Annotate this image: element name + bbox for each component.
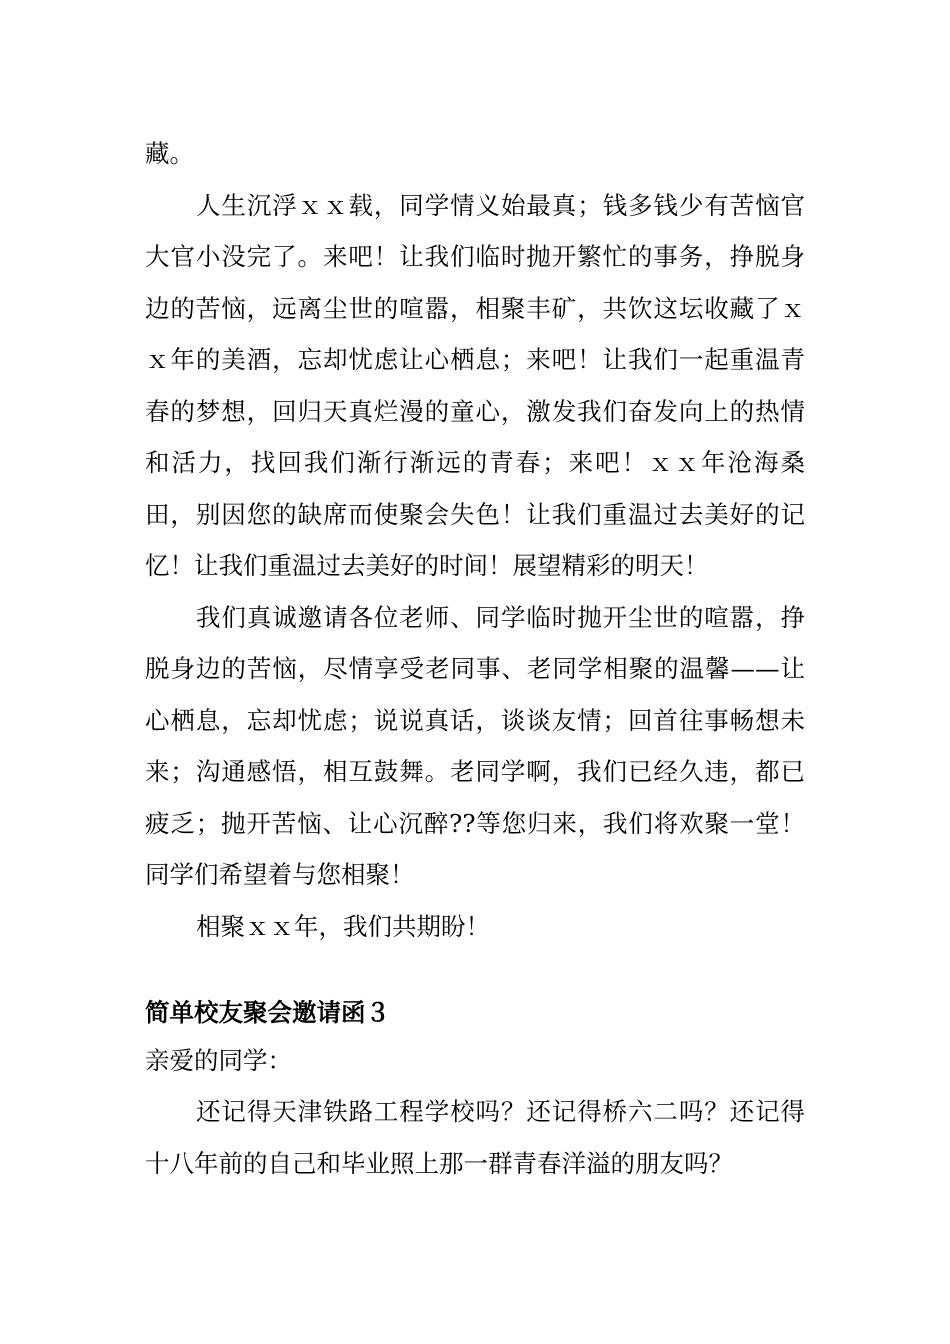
salutation: 亲爱的同学：	[145, 1046, 292, 1075]
paragraph-memories: 人生沉浮ｘｘ载，同学情义始最真；钱多钱少有苦恼官大官小没完了。来吧！让我们临时抛开繁忙的事务，挣脱身边的苦恼，远离尘世的喧嚣，相聚丰矿，共饮这坛收藏了ｘｘ年的美酒，忘却忧虑让心栖息；来吧！让我们一起重温青春的梦想，回归天真烂漫的童心，激发我们奋发向上的热情和活力，找回我们渐行渐远的青春；来吧！ｘｘ年沧海桑田，别因您的缺席而使聚会失色！让我们重温过去美好的记忆！让我们重温过去美好的时间！展望精彩的明天！	[145, 190, 805, 580]
section-title: 简单校友聚会邀请函３	[145, 998, 390, 1027]
document-page	[145, 128, 805, 1189]
paragraph-anticipation: 相聚ｘｘ年，我们共期盼！	[196, 911, 490, 941]
continuation-text: 藏。	[145, 139, 194, 168]
section-gap	[145, 952, 805, 990]
paragraph-invitation: 我们真诚邀请各位老师、同学临时抛开尘世的喧嚣，挣脱身边的苦恼，尽情享受老同事、老同学相聚的温馨——让心栖息，忘却忧虑；说说真话，谈谈友情；回首往事畅想未来；沟通感悟，相互鼓舞。老同学啊，我们已经久违，都已疲乏；抛开苦恼、让心沉醉??等您归来，我们将欢聚一堂！同学们希望着与您相聚！	[145, 602, 805, 889]
paragraph-remember: 还记得天津铁路工程学校吗？还记得桥六二吗？还记得十八年前的自己和毕业照上那一群青春洋溢的朋友吗？	[145, 1097, 805, 1178]
